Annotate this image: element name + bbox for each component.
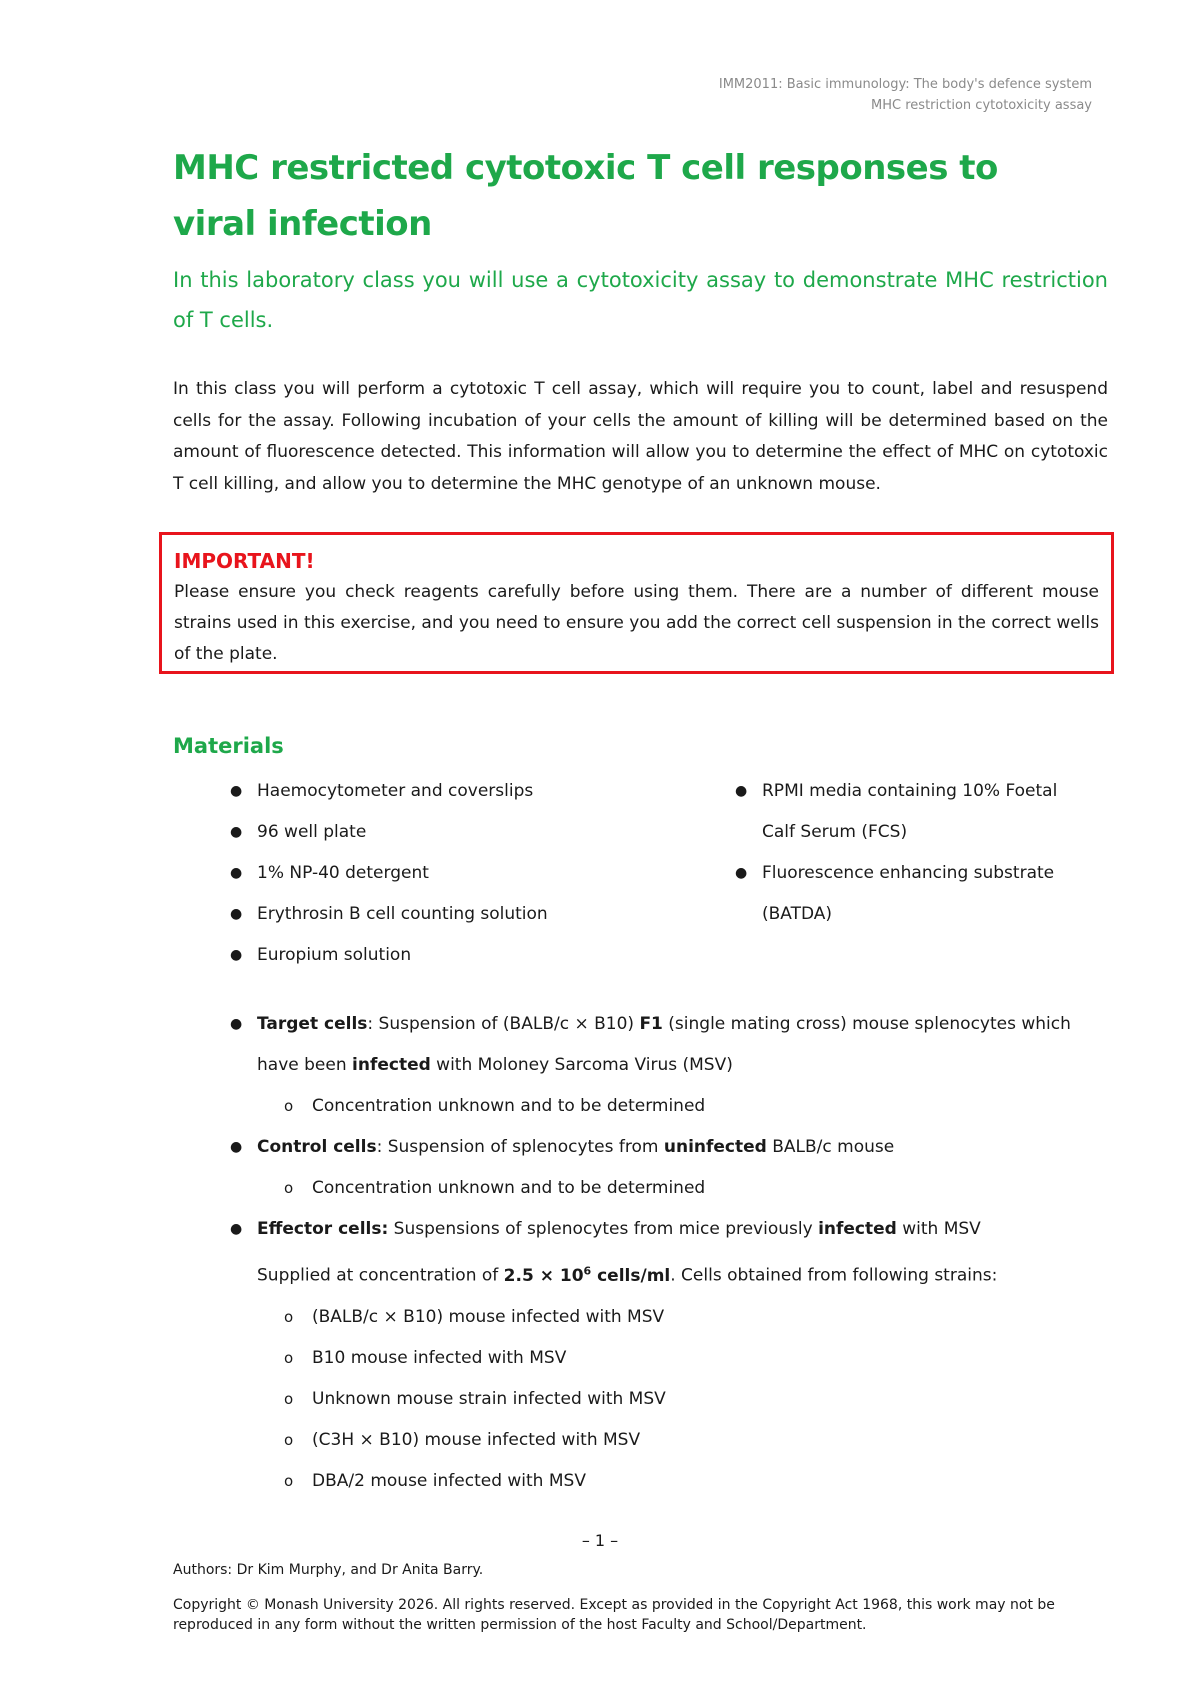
concentration-text: Supplied at concentration of <box>257 1265 504 1286</box>
concentration-base: 2.5 × 10 <box>503 1265 584 1286</box>
page-title: MHC restricted cytotoxic T cell responses to viral infection <box>173 148 998 244</box>
materials-list-left <box>230 771 670 976</box>
effector-cells-text: with MSV <box>896 1219 981 1239</box>
running-header <box>719 74 1092 116</box>
sub-bullet-icon: o <box>284 1389 294 1408</box>
effector-cells-label: Effector cells: <box>257 1219 389 1239</box>
control-cells-item <box>230 1127 1110 1209</box>
strain-item: Unknown mouse strain infected with MSV <box>312 1388 666 1409</box>
bullet-icon: ● <box>230 1139 243 1155</box>
page-number: – 1 – <box>581 1531 619 1550</box>
infected-label: infected <box>352 1055 431 1075</box>
bullet-icon: ● <box>735 783 748 799</box>
header-doc: MHC restriction cytotoxicity assay <box>871 98 1092 113</box>
effector-cells-text: Suspensions of splenocytes from mice previously <box>388 1219 819 1239</box>
uninfected-label: uninfected <box>663 1137 767 1157</box>
material-item: Haemocytometer and coverslips <box>257 781 534 801</box>
list-item <box>257 1461 1110 1502</box>
target-cells-text: with Moloney Sarcoma Virus (MSV) <box>430 1055 733 1075</box>
sub-bullet-icon: o <box>284 1430 294 1449</box>
bullet-icon: ● <box>735 865 748 881</box>
material-item: 1% NP-40 detergent <box>257 863 429 883</box>
strain-item: DBA/2 mouse infected with MSV <box>312 1470 586 1491</box>
list-item <box>257 1338 1110 1379</box>
bullet-icon: ● <box>230 947 243 963</box>
bullet-icon: ● <box>230 865 243 881</box>
list-item <box>257 1379 1110 1420</box>
list-item <box>735 853 1095 935</box>
f1-label: F1 <box>639 1014 663 1034</box>
control-cells-label: Control cells <box>257 1137 377 1157</box>
list-item <box>257 1086 1110 1127</box>
material-item: 96 well plate <box>257 822 367 842</box>
strain-item: (BALB/c × B10) mouse infected with MSV <box>312 1306 665 1327</box>
list-item <box>257 1168 1110 1209</box>
sub-item: Concentration unknown and to be determined <box>312 1096 706 1116</box>
effector-cells-item <box>230 1209 1110 1502</box>
bullet-icon: ● <box>230 1221 243 1237</box>
list-item <box>257 1420 1110 1461</box>
list-item <box>230 853 670 894</box>
concentration-unit: cells/ml <box>591 1265 671 1286</box>
sub-bullet-icon: o <box>284 1097 294 1115</box>
control-cells-text: BALB/c mouse <box>766 1137 895 1157</box>
authors-line: Authors: Dr Kim Murphy, and Dr Anita Barry. <box>173 1562 484 1578</box>
target-sub-list <box>257 1086 1110 1127</box>
list-item <box>735 771 1095 853</box>
strain-item: B10 mouse infected with MSV <box>312 1347 567 1368</box>
list-item <box>230 812 670 853</box>
target-cells-item <box>230 1004 1110 1127</box>
target-cells-text: (single mating cross) mouse splenocytes which have been <box>257 1014 1071 1075</box>
concentration-text: . Cells obtained from following strains: <box>670 1265 998 1286</box>
concentration-value <box>504 1266 671 1286</box>
material-item: Europium solution <box>257 945 412 965</box>
control-sub-list <box>257 1168 1110 1209</box>
materials-heading: Materials <box>173 734 284 758</box>
control-cells-text: : Suspension of splenocytes from <box>376 1137 664 1157</box>
list-item <box>230 771 670 812</box>
list-item <box>257 1297 1110 1338</box>
bullet-icon: ● <box>230 783 243 799</box>
sub-bullet-icon: o <box>284 1348 294 1367</box>
material-item: Fluorescence enhancing substrate (BATDA) <box>762 863 1055 924</box>
sub-bullet-icon: o <box>284 1307 294 1326</box>
list-item <box>230 894 670 935</box>
strain-item: (C3H × B10) mouse infected with MSV <box>312 1429 641 1450</box>
copyright-notice: Copyright © Monash University 2026. All rights reserved. Except as provided in the Copyright Act 1968, this work may not be reproduced in any form without the written permission of the host Faculty and School/Department. <box>173 1597 1055 1633</box>
important-notice-box <box>159 532 1114 674</box>
important-text: Please ensure you check reagents carefully before using them. There are a number of different mouse strains used in this exercise, and you need to ensure you add the correct cell suspension in the correct wells of the plate. <box>174 582 1099 664</box>
intro-paragraph: In this class you will perform a cytotoxic T cell assay, which will require you to count, label and resuspend cells for the assay. Following incubation of your cells the amount of killing will be determined based on the amount of fluorescence detected. This information will allow you to determine the effect of MHC on cytotoxic T cell killing, and allow you to determine the MHC genotype of an unknown mouse. <box>173 379 1108 494</box>
target-cells-label: Target cells <box>257 1014 368 1034</box>
material-item: RPMI media containing 10% Foetal Calf Serum (FCS) <box>762 781 1058 842</box>
important-heading: IMPORTANT! <box>174 549 315 573</box>
header-course: IMM2011: Basic immunology: The body's defence system <box>718 77 1092 92</box>
bullet-icon: ● <box>230 824 243 840</box>
concentration-exponent: 6 <box>583 1264 592 1277</box>
bullet-icon: ● <box>230 906 243 922</box>
material-item: Erythrosin B cell counting solution <box>257 904 548 924</box>
sub-bullet-icon: o <box>284 1471 294 1490</box>
sub-bullet-icon: o <box>284 1179 294 1197</box>
sub-item: Concentration unknown and to be determined <box>312 1178 706 1198</box>
target-cells-text: : Suspension of (BALB/c × B10) <box>367 1014 640 1034</box>
list-item <box>230 935 670 976</box>
cells-list <box>230 1004 1110 1502</box>
page-subtitle: In this laboratory class you will use a cytotoxicity assay to demonstrate MHC restriction of T cells. <box>173 268 1108 332</box>
infected-label: infected <box>818 1219 897 1239</box>
bullet-icon: ● <box>230 1016 243 1032</box>
effector-strain-list <box>257 1297 1110 1502</box>
effector-concentration <box>257 1250 1110 1297</box>
materials-list-right <box>735 771 1095 935</box>
